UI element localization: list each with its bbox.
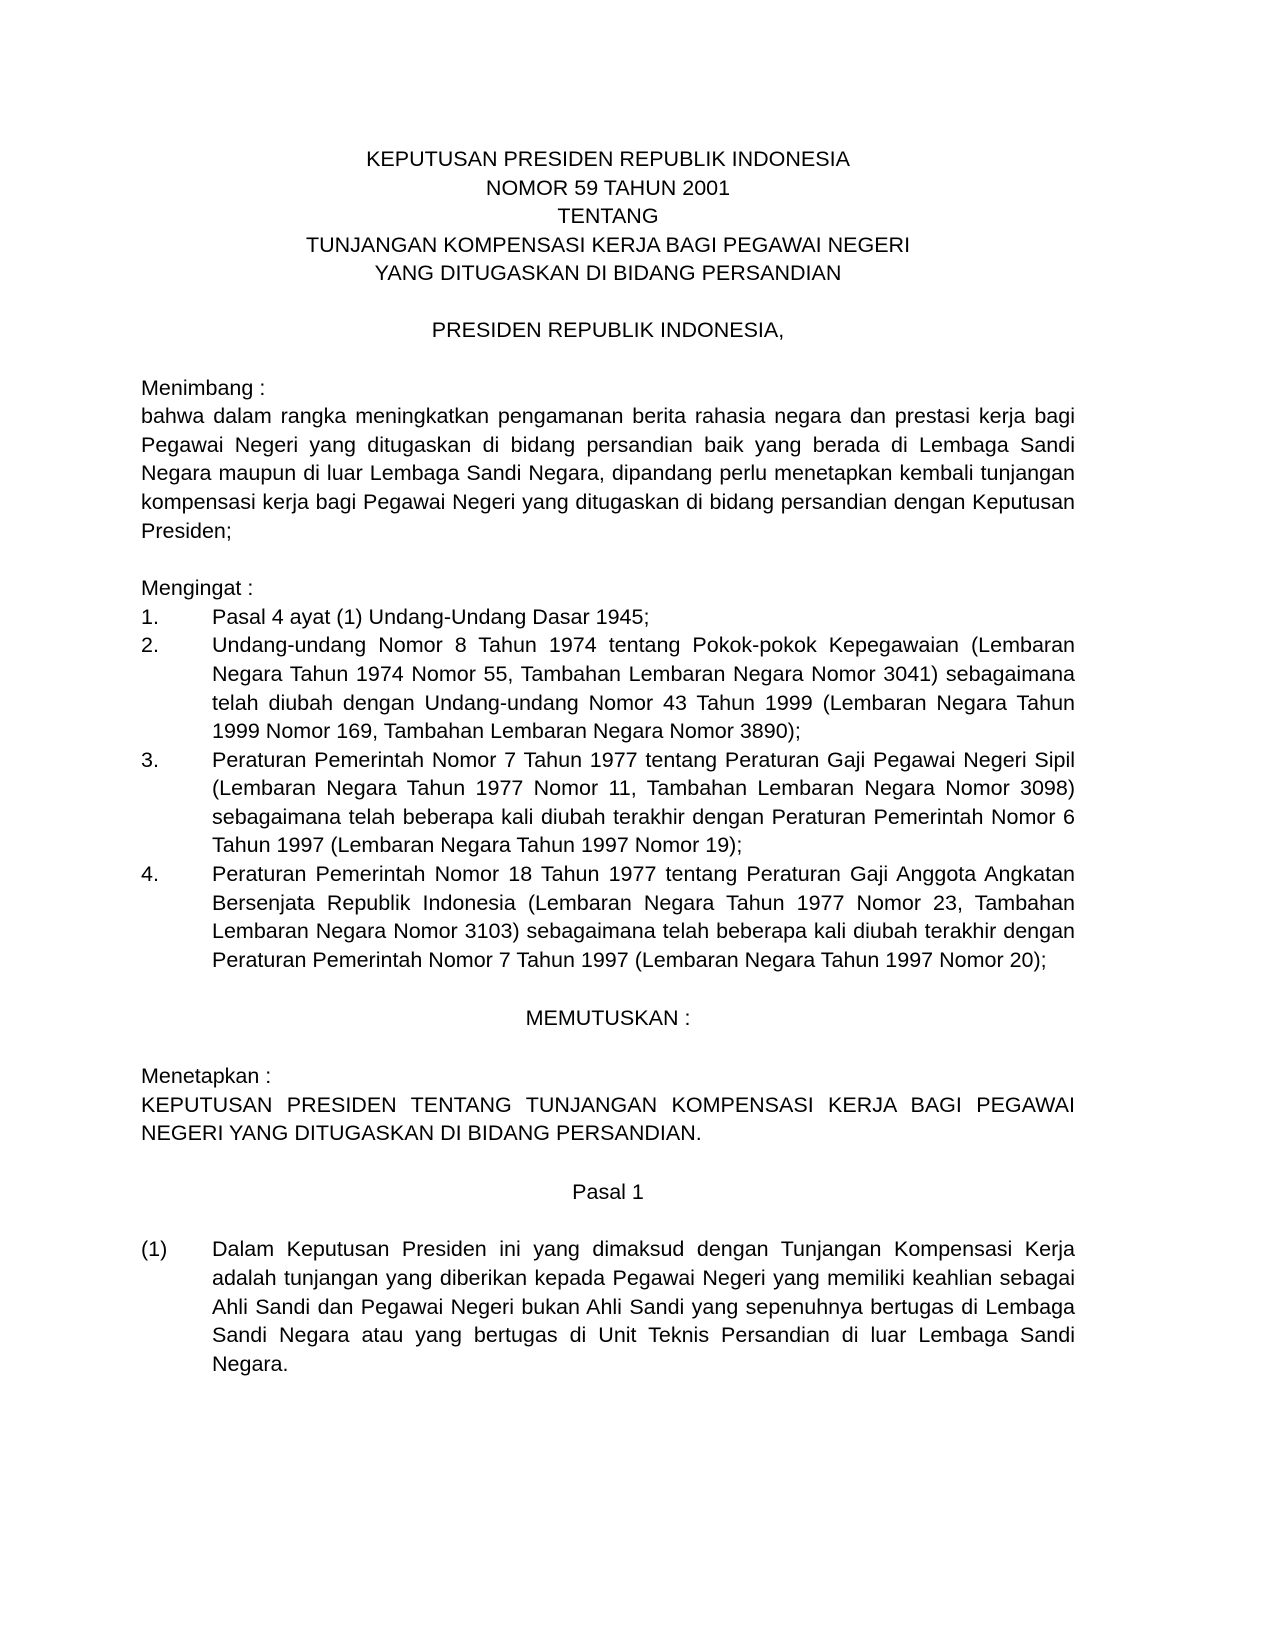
article-item-text: Dalam Keputusan Presiden ini yang dimaksud dengan Tunjangan Kompensasi Kerja adalah tunjangan yang diberikan kepada Pegawai Negeri yang memiliki keahlian sebagai Ahli Sandi dan Pegawai Negeri bukan Ahli Sandi yang sepenuhnya bertugas di Lembaga Sandi Negara atau yang bertugas di Unit Teknis Persandian di luar Lembaga Sandi Negara. xyxy=(212,1237,1075,1376)
recalling-item xyxy=(141,603,1075,632)
authority-line: PRESIDEN REPUBLIK INDONESIA, xyxy=(431,317,785,342)
title-line-5: YANG DITUGASKAN DI BIDANG PERSANDIAN xyxy=(374,261,842,286)
recalling-item xyxy=(141,860,1075,974)
deciding-heading: MEMUTUSKAN : xyxy=(525,1006,691,1031)
title-line-2: NOMOR 59 TAHUN 2001 xyxy=(485,175,731,200)
establishing-label: Menetapkan : xyxy=(141,1064,272,1089)
recalling-item-marker: 3. xyxy=(141,747,159,772)
spacer xyxy=(141,345,1075,374)
recalling-item-text: Peraturan Pemerintah Nomor 7 Tahun 1977 tentang Peraturan Gaji Pegawai Negeri Sipil (Lembaran Negara Tahun 1977 Nomor 11, Tambahan Lembaran Negara Nomor 3098) sebagaimana telah beberapa kali diubah terakhir dengan Peraturan Pemerintah Nomor 6 Tahun 1997 (Lembaran Negara Tahun 1997 Nomor 19); xyxy=(212,747,1075,858)
document-title-block xyxy=(141,145,1075,288)
title-line-1: KEPUTUSAN PRESIDEN REPUBLIK INDONESIA xyxy=(366,147,850,171)
spacer xyxy=(141,1033,1075,1062)
spacer xyxy=(141,974,1075,1004)
recalling-item-text: Peraturan Pemerintah Nomor 18 Tahun 1977 tentang Peraturan Gaji Anggota Angkatan Bersenjata Republik Indonesia (Lembaran Negara Tahun 1977 Nomor 23, Tambahan Lembaran Negara Nomor 3103) sebagaimana telah beberapa kali diubah terakhir dengan Peraturan Pemerintah Nomor 7 Tahun 1997 (Lembaran Negara Tahun 1997 Nomor 20); xyxy=(212,862,1075,972)
recalling-item-marker: 1. xyxy=(141,604,159,629)
article-heading: Pasal 1 xyxy=(572,1179,644,1204)
considering-text: bahwa dalam rangka meningkatkan pengamanan berita rahasia negara dan prestasi kerja bagi Pegawai Negeri yang ditugaskan di bidang persandian baik yang berada di Lembaga Sandi Negara maupun di luar Lembaga Sandi Negara, dipandang perlu menetapkan kembali tunjangan kompensasi kerja bagi Pegawai Negeri yang ditugaskan di bidang persandian dengan Keputusan Presiden; xyxy=(141,404,1075,543)
article-item xyxy=(141,1235,1075,1378)
recalling-label: Mengingat : xyxy=(141,576,254,601)
establishing-text: KEPUTUSAN PRESIDEN TENTANG TUNJANGAN KOMPENSASI KERJA BAGI PEGAWAI NEGERI YANG DITUGASKAN DI BIDANG PERSANDIAN. xyxy=(141,1092,1075,1146)
title-line-4: TUNJANGAN KOMPENSASI KERJA BAGI PEGAWAI NEGERI xyxy=(305,232,911,257)
spacer xyxy=(141,1206,1075,1235)
recalling-item-marker: 2. xyxy=(141,633,159,658)
spacer xyxy=(141,545,1075,574)
title-line-3: TENTANG xyxy=(557,204,659,229)
article-item-marker: (1) xyxy=(141,1237,168,1262)
document-content xyxy=(141,145,1075,1378)
recalling-item-text: Undang-undang Nomor 8 Tahun 1974 tentang Pokok-pokok Kepegawaian (Lembaran Negara Tahun 1974 Nomor 55, Tambahan Lembaran Negara Nomor 3041) sebagaimana telah diubah dengan Undang-undang Nomor 43 Tahun 1999 (Lembaran Negara Tahun 1999 Nomor 169, Tambahan Lembaran Negara Nomor 3890); xyxy=(212,633,1075,744)
recalling-item-marker: 4. xyxy=(141,862,159,887)
spacer xyxy=(141,1148,1075,1178)
recalling-item xyxy=(141,631,1075,745)
considering-label: Menimbang : xyxy=(141,375,266,400)
spacer xyxy=(141,288,1075,316)
recalling-item xyxy=(141,746,1075,860)
recalling-item-text: Pasal 4 ayat (1) Undang-Undang Dasar 1945; xyxy=(212,604,650,629)
